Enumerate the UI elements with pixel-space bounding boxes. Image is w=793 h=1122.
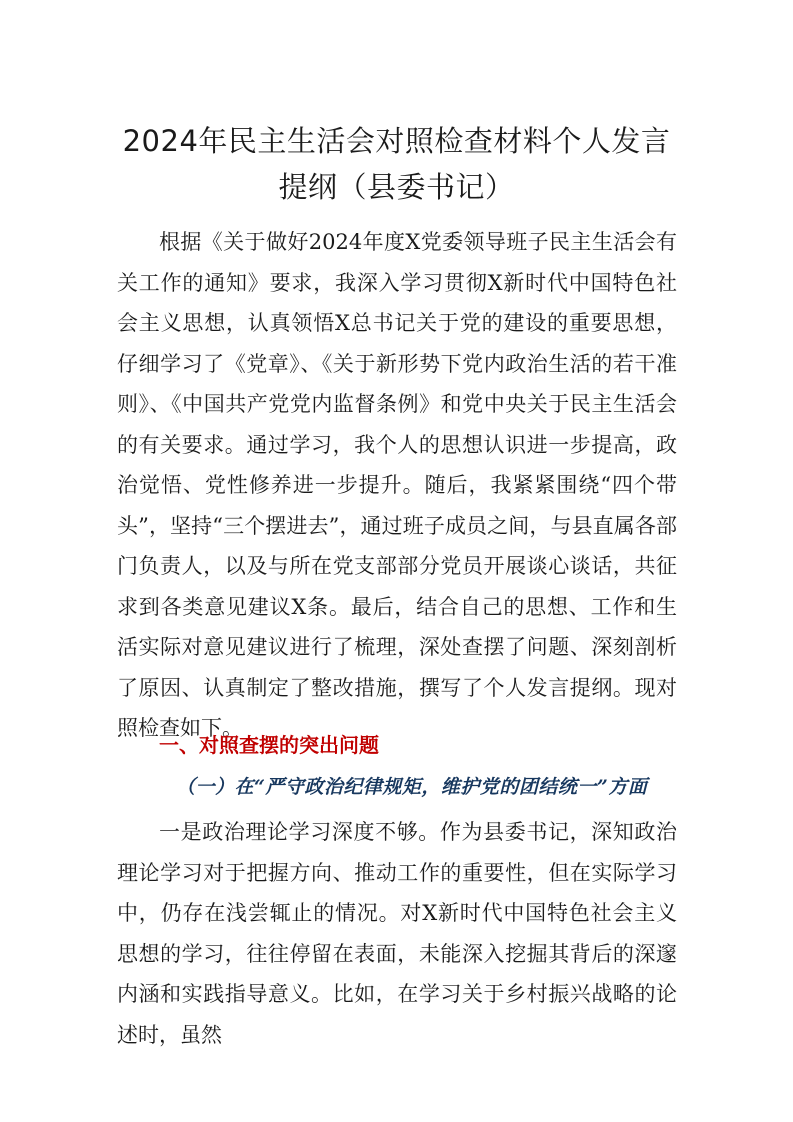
intro-paragraph: 根据《关于做好2024年度X党委领导班子民主生活会有关工作的通知》要求，我深入学习贯彻X新时代中国特色社会主义思想，认真领悟X总书记关于党的建设的重要思想，仔细学习了《党章》、《关于新形势下党内政治生活的若干准则》、《中国共产党党内监督条例》和党中央关于民主生活会的有关要求。通过学习，我个人的思想认识进一步提高，政治觉悟、党性修养进一步提升。随后，我紧紧围绕“四个带头”，坚持“三个摆进去”，通过班子成员之间，与县直属各部门负责人，以及与所在党支部部分党员开展谈心谈话，共征求到各类意见建议X条。最后，结合自己的思想、工作和生活实际对意见建议进行了梳理，深处查摆了问题、深刻剖析了原因、认真制定了整改措施，撰写了个人发言提纲。现对照检查如下。 [117,230,677,740]
subsection-heading: （一）在“严守政治纪律规矩，维护党的团结统一”方面 [176,776,648,798]
problem-paragraph: 一是政治理论学习深度不够。作为县委书记，深知政治理论学习对于把握方向、推动工作的重要性，但在实际学习中，仍存在浅尝辄止的情况。对X新时代中国特色社会主义思想的学习，往往停留在表面，未能深入挖掘其背后的深邃内涵和实践指导意义。比如，在学习关于乡村振兴战略的论述时，虽然 [117,820,677,1047]
section-heading: 一、对照查摆的突出问题 [159,733,379,757]
document-title: 2024年民主生活会对照检查材料个人发言提纲（县委书记） [122,124,671,204]
